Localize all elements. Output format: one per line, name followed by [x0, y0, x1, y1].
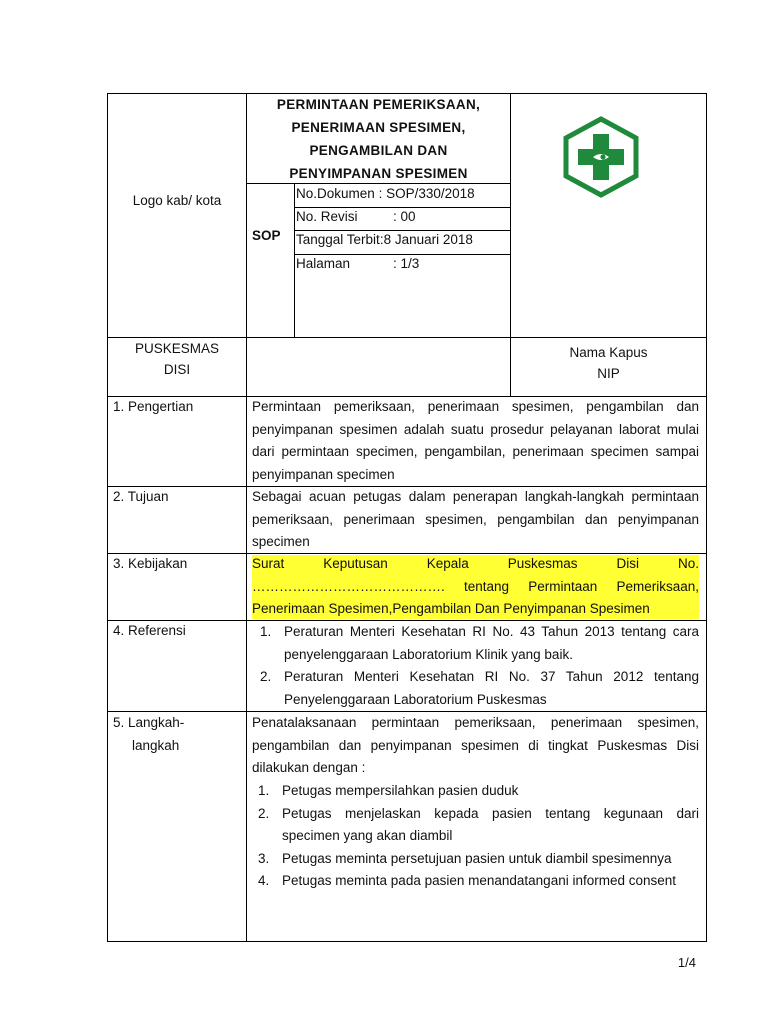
langkah-item — [250, 870, 699, 893]
langkah-item-num: 3. — [258, 850, 270, 866]
label-referensi: 4. Referensi — [113, 623, 186, 638]
langkah-item-text: Petugas meminta persetujuan pasien untuk diambil spesimennya — [282, 850, 672, 866]
doc-info-number — [296, 184, 475, 207]
title-line-1: PERMINTAAN PEMERIKSAAN, — [276, 97, 481, 112]
label-kebijakan: 3. Kebijakan — [113, 556, 188, 571]
doc-info-date — [296, 230, 473, 253]
sop-label: SOP — [252, 228, 281, 243]
page-number: 1/4 — [677, 955, 696, 970]
puskesmas-line-2: DISI — [163, 362, 191, 377]
langkah-item — [250, 803, 699, 848]
langkah-item-text: Petugas mempersilahkan pasien duduk — [282, 783, 519, 798]
referensi-item-text: Peraturan Menteri Kesehatan RI No. 43 Tahun 2013 tentang cara penyelenggaraan Laboratorium Klinik yang baik. — [284, 624, 699, 662]
table-border-right — [706, 93, 707, 942]
referensi-item-text: Peraturan Menteri Kesehatan RI No. 37 Tahun 2012 tentang Penyelenggaraan Laboratorium Puskesmas — [284, 669, 699, 707]
doc-page-value: 1/3 — [400, 256, 420, 271]
title-line-3: PENGAMBILAN DAN — [309, 143, 448, 158]
puskesmas-line-1: PUSKESMAS — [134, 341, 220, 356]
logo-kab-kota: Logo kab/ kota — [132, 193, 222, 208]
doc-revision-sep: : — [393, 209, 397, 224]
text-pengertian: Permintaan pemeriksaan, penerimaan spesimen, pengambilan dan penyimpanan spesimen adalah suatu prosedur pelayanan laborat mulai dari permintaan specimen, pengambilan, penerimaan specimen sampai penyimpanan specimen — [252, 399, 699, 482]
referensi-item — [252, 666, 699, 711]
document-title — [247, 93, 510, 185]
text-langkah-intro: Penatalaksanaan permintaan pemeriksaan, penerimaan spesimen, pengambilan dan penyimpanan spesimen di tingkat Puskesmas Disi dilakukan dengan : — [252, 715, 699, 775]
title-line-2: PENERIMAAN SPESIMEN, — [291, 120, 466, 135]
list-referensi — [252, 621, 699, 711]
doc-date-label: Tanggal Terbit — [296, 232, 380, 247]
langkah-item-num: 2. — [258, 805, 270, 821]
langkah-item-text: Petugas menjelaskan kepada pasien tentang kegunaan dari specimen yang akan diambil — [282, 805, 699, 843]
doc-revision-value: 00 — [400, 209, 416, 224]
doc-info-revision — [296, 207, 510, 230]
doc-page-sep: : — [393, 256, 397, 271]
list-langkah — [250, 780, 699, 893]
kapus-nip: NIP — [597, 366, 620, 381]
doc-date-sep: : — [379, 232, 384, 247]
title-line-4: PENYIMPANAN SPESIMEN — [289, 166, 468, 181]
puskesmas-name — [108, 338, 246, 380]
langkah-item — [250, 780, 699, 803]
referensi-item-num: 1. — [260, 624, 272, 639]
label-langkah-line-1: 5. Langkah- — [113, 715, 185, 730]
table-border-bottom — [107, 941, 707, 942]
langkah-item-num: 4. — [258, 873, 270, 888]
label-tujuan: 2. Tujuan — [113, 489, 169, 504]
text-tujuan: Sebagai acuan petugas dalam penerapan langkah-langkah permintaan pemeriksaan, penerimaan spesimen, pengambilan dan penyimpanan specimen — [252, 489, 699, 549]
doc-date-value: 8 Januari 2018 — [383, 232, 473, 247]
langkah-item — [250, 848, 699, 871]
col-divider-label — [246, 93, 247, 942]
doc-page-label: Halaman — [296, 256, 351, 271]
text-kebijakan: Surat Keputusan Kepala Puskesmas Disi No. ……………………………………. tentang Permintaan Pemeriksaan, Penerimaan Spesimen,Pengambilan Dan Penyimpanan Spesimen — [252, 556, 699, 616]
langkah-item-text: Petugas meminta pada pasien menandatangani informed consent — [282, 873, 677, 888]
referensi-item-num: 2. — [260, 669, 272, 684]
doc-revision-label: No. Revisi — [296, 209, 358, 224]
doc-number-value: SOP/330/2018 — [386, 186, 475, 201]
puskesmas-logo-icon — [562, 116, 640, 198]
doc-number-label: No.Dokumen — [296, 186, 375, 201]
label-langkah-line-2: langkah — [132, 737, 180, 753]
doc-number-sep: : — [378, 186, 383, 201]
referensi-item — [252, 621, 699, 666]
kapus-name: Nama Kapus — [569, 345, 648, 360]
label-langkah — [113, 712, 184, 757]
label-pengertian: 1. Pengertian — [113, 399, 194, 414]
langkah-item-num: 1. — [258, 783, 270, 798]
doc-info-page — [296, 254, 510, 277]
table-border-left — [107, 93, 108, 942]
kapus-signature — [511, 342, 706, 384]
